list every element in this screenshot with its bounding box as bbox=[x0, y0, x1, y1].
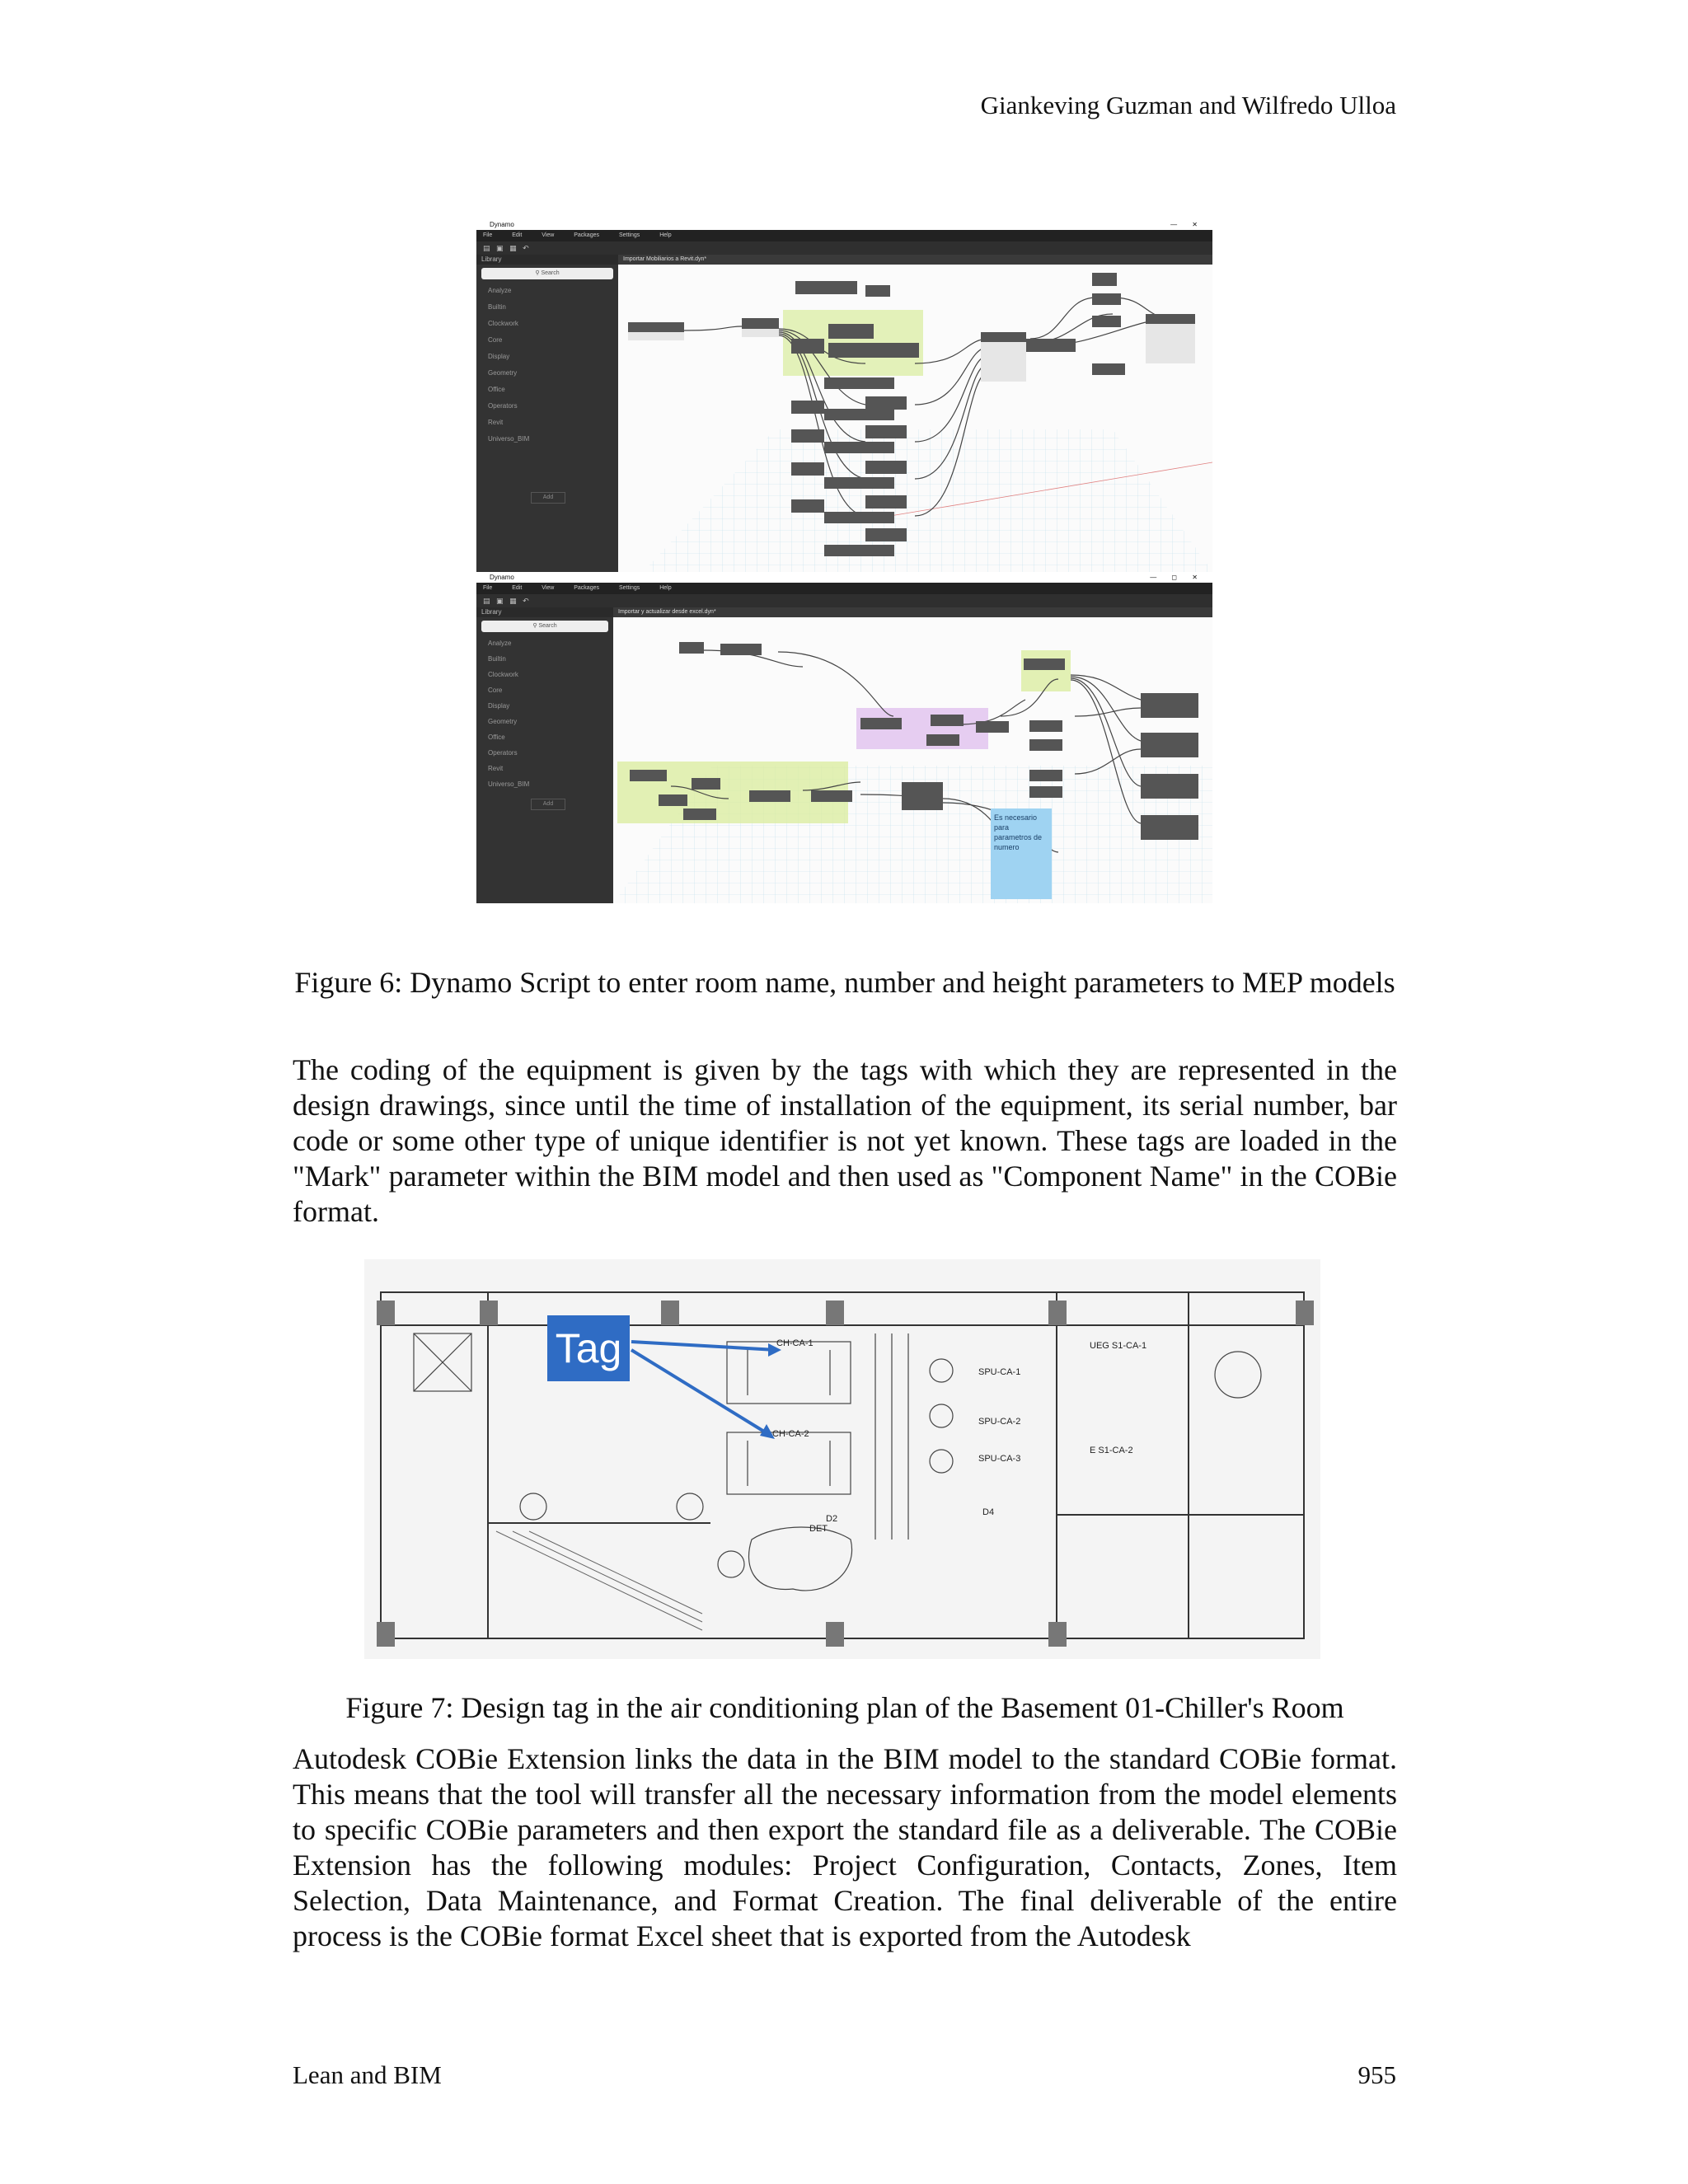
plan-label: D4 bbox=[982, 1507, 995, 1517]
paragraph-1: The coding of the equipment is given by the tags with which they are represented in the design drawings, since until the time of installation of the equipment, its serial number, bar code or some other type of unique identifier is not yet known. These tags are loaded in the "Mark" parameter within the BIM model and then used as "Component Name" in the COBie format. bbox=[293, 1053, 1397, 1228]
dynamo-titlebar bbox=[476, 572, 1212, 583]
graph-canvas[interactable] bbox=[613, 607, 1212, 903]
library-item[interactable]: Revit bbox=[488, 765, 504, 772]
library-panel bbox=[476, 607, 613, 903]
library-item[interactable]: Geometry bbox=[488, 718, 518, 725]
graph-canvas[interactable] bbox=[618, 255, 1212, 572]
menu-settings[interactable]: Settings bbox=[618, 585, 640, 591]
library-panel bbox=[476, 255, 618, 572]
plan-label: D2 bbox=[826, 1514, 838, 1524]
plan-label: DET bbox=[809, 1524, 828, 1534]
dynamo-titlebar bbox=[476, 219, 1212, 230]
menu-bar bbox=[476, 230, 1212, 241]
toolbar bbox=[476, 594, 1212, 607]
library-item[interactable]: Clockwork bbox=[488, 671, 518, 678]
plan-label: SPU-CA-3 bbox=[978, 1454, 1021, 1464]
footer-section: Lean and BIM bbox=[293, 2060, 442, 2089]
library-item[interactable]: Display bbox=[488, 353, 510, 360]
node-graph bbox=[618, 265, 1212, 572]
menu-packages[interactable]: Packages bbox=[574, 585, 599, 591]
library-item[interactable]: Geometry bbox=[488, 369, 518, 377]
menu-bar bbox=[476, 583, 1212, 594]
toolbar bbox=[476, 241, 1212, 255]
page-number: 955 bbox=[1357, 2060, 1396, 2089]
library-item[interactable]: Analyze bbox=[488, 640, 512, 647]
menu-help[interactable]: Help bbox=[659, 232, 672, 238]
menu-view[interactable]: View bbox=[542, 585, 555, 591]
group-green-small bbox=[1021, 650, 1071, 691]
library-item[interactable]: Office bbox=[488, 733, 505, 741]
plan-label: E S1-CA-2 bbox=[1090, 1446, 1133, 1455]
open-file-icon[interactable]: ▣ bbox=[496, 597, 504, 605]
library-item[interactable]: Builtin bbox=[488, 303, 506, 311]
library-item[interactable]: Universo_BIM bbox=[488, 435, 530, 443]
plan-label: UEG S1-CA-1 bbox=[1090, 1341, 1147, 1351]
window-controls[interactable]: — ◻ ✕ bbox=[1150, 574, 1204, 581]
plan-label: CH-CA-1 bbox=[776, 1338, 814, 1348]
tag-callout: Tag bbox=[547, 1315, 630, 1381]
menu-view[interactable]: View bbox=[542, 232, 555, 238]
menu-file[interactable]: File bbox=[483, 585, 493, 591]
add-button[interactable]: Add bbox=[531, 799, 565, 810]
search-icon: ⚲ bbox=[535, 270, 540, 276]
plan-drawing bbox=[364, 1259, 1320, 1659]
open-file-icon[interactable]: ▣ bbox=[496, 244, 504, 252]
plan-label: SPU-CA-1 bbox=[978, 1367, 1021, 1377]
add-button[interactable]: Add bbox=[531, 492, 565, 504]
menu-edit[interactable]: Edit bbox=[512, 232, 523, 238]
plan-label: CH-CA-2 bbox=[772, 1429, 809, 1439]
library-item[interactable]: Display bbox=[488, 702, 510, 710]
new-file-icon[interactable]: ▤ bbox=[483, 597, 490, 605]
menu-help[interactable]: Help bbox=[659, 585, 672, 591]
figure-6-caption: Figure 6: Dynamo Script to enter room name, number and height parameters to MEP models bbox=[294, 966, 1395, 999]
library-item[interactable]: Operators bbox=[488, 402, 518, 410]
file-tab[interactable]: Importar y actualizar desde excel.dyn* bbox=[613, 607, 1212, 617]
app-title: Dynamo bbox=[490, 574, 514, 581]
library-item[interactable]: Core bbox=[488, 687, 503, 694]
library-header: Library bbox=[476, 255, 618, 265]
paragraph-2: Autodesk COBie Extension links the data in the BIM model to the standard COBie format. This means that the tool will transfer all the necessary information from the model elements to specific COBie parameters and then export the standard file as a deliverable. The COBie Extension has the following modules: Project Configuration, Contacts, Zones, Item Selection, Data Maintenance, and Format Creation. The final deliverable of the entire process is the COBie format Excel sheet that is exported from the Autodesk bbox=[293, 1742, 1397, 1952]
library-item[interactable]: Analyze bbox=[488, 287, 512, 294]
library-item[interactable]: Core bbox=[488, 336, 503, 344]
library-item[interactable]: Revit bbox=[488, 419, 504, 426]
library-item[interactable]: Universo_BIM bbox=[488, 780, 530, 788]
library-header: Library bbox=[476, 607, 613, 617]
search-icon: ⚲ bbox=[532, 623, 537, 629]
window-controls[interactable]: — ✕ bbox=[1170, 221, 1204, 228]
dynamo-window-bottom bbox=[476, 572, 1212, 903]
library-item[interactable]: Clockwork bbox=[488, 320, 518, 327]
library-item[interactable]: Builtin bbox=[488, 655, 506, 663]
library-search-input[interactable]: ⚲ Search bbox=[481, 621, 608, 632]
figure-7-caption: Figure 7: Design tag in the air conditioning plan of the Basement 01-Chiller's Room bbox=[345, 1691, 1344, 1724]
plan-label: SPU-CA-2 bbox=[978, 1417, 1021, 1427]
undo-icon[interactable]: ↶ bbox=[523, 244, 529, 252]
node-graph bbox=[613, 617, 1212, 903]
library-search-input[interactable]: ⚲ Search bbox=[481, 268, 613, 279]
running-header-authors: Giankeving Guzman and Wilfredo Ulloa bbox=[980, 91, 1396, 120]
note-text: Es necesario para parametros de numero bbox=[994, 813, 1043, 851]
app-title: Dynamo bbox=[490, 221, 514, 228]
menu-packages[interactable]: Packages bbox=[574, 232, 599, 238]
chiller-room-plan bbox=[364, 1259, 1320, 1659]
file-tab[interactable]: Importar Mobiliarios a Revit.dyn* bbox=[618, 255, 1212, 265]
menu-file[interactable]: File bbox=[483, 232, 493, 238]
undo-icon[interactable]: ↶ bbox=[523, 597, 529, 605]
save-icon[interactable]: ▦ bbox=[509, 244, 517, 252]
library-item[interactable]: Operators bbox=[488, 749, 518, 757]
menu-edit[interactable]: Edit bbox=[512, 585, 523, 591]
new-file-icon[interactable]: ▤ bbox=[483, 244, 490, 252]
menu-settings[interactable]: Settings bbox=[618, 232, 640, 238]
dynamo-window-top bbox=[476, 219, 1212, 572]
library-item[interactable]: Office bbox=[488, 386, 505, 393]
ground-grid bbox=[643, 429, 1212, 572]
save-icon[interactable]: ▦ bbox=[509, 597, 517, 605]
